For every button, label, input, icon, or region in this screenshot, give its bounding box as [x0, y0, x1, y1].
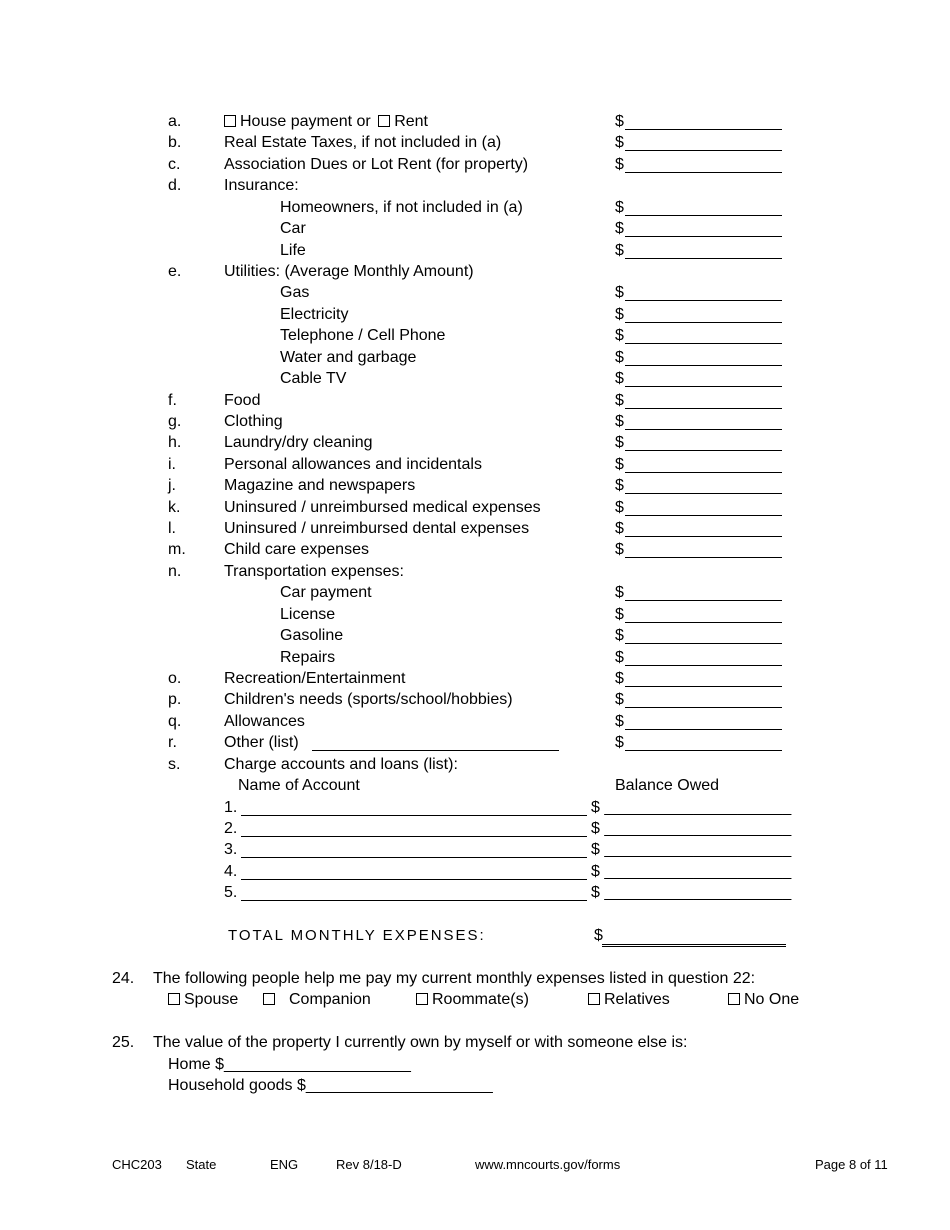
- amount-field-b[interactable]: [625, 135, 782, 151]
- option-label: No One: [744, 991, 800, 1008]
- item-label: Charge accounts and loans (list):: [224, 756, 458, 773]
- dollar-sign: $: [615, 584, 624, 601]
- item-label: Uninsured / unreimbursed dental expenses: [224, 520, 530, 537]
- account-balance-field[interactable]: $ _____________________: [591, 884, 792, 901]
- expense-row-k: [0, 497, 950, 518]
- footer-state: State: [186, 1157, 217, 1172]
- amount-field-gasoline[interactable]: [625, 628, 782, 644]
- account-name-field[interactable]: [241, 800, 587, 816]
- item-letter: k.: [168, 499, 181, 516]
- item-letter: g.: [168, 413, 182, 430]
- dollar-sign: $: [615, 306, 624, 323]
- item-letter: s.: [168, 756, 181, 773]
- item-label: Car payment: [280, 584, 372, 601]
- item-label: Uninsured / unreimbursed medical expenses: [224, 499, 541, 516]
- account-row: [0, 839, 950, 860]
- account-number: 3.: [224, 841, 238, 858]
- expense-subrow: [0, 240, 950, 261]
- amount-field-m[interactable]: [625, 542, 782, 558]
- dollar-sign: $: [615, 477, 624, 494]
- account-balance-field[interactable]: $ _____________________: [591, 799, 792, 816]
- account-row: [0, 797, 950, 818]
- dollar-sign: $: [615, 520, 624, 537]
- dollar-sign: $: [615, 327, 624, 344]
- expense-row-a: [0, 111, 950, 132]
- dollar-sign: $: [615, 284, 624, 301]
- amount-field-electricity[interactable]: [625, 307, 782, 323]
- dollar-sign: $: [615, 606, 624, 623]
- amount-field-telephone[interactable]: [625, 328, 782, 344]
- home-value-field[interactable]: Home $_____________________: [168, 1056, 411, 1073]
- item-letter: i.: [168, 456, 176, 473]
- dollar-sign: $: [615, 242, 624, 259]
- item-label: Transportation expenses:: [224, 563, 404, 580]
- question-24: [0, 968, 950, 989]
- total-row: [0, 925, 950, 946]
- amount-field-c[interactable]: [625, 157, 782, 173]
- footer-page-number: Page 8 of 11: [815, 1157, 888, 1172]
- dollar-sign: $: [615, 649, 624, 666]
- item-letter: m.: [168, 541, 186, 558]
- dollar-sign: $: [615, 691, 624, 708]
- amount-field-life-insurance[interactable]: [625, 243, 782, 259]
- item-label: Allowances: [224, 713, 305, 730]
- expense-subrow: [0, 282, 950, 303]
- dollar-sign: $: [615, 541, 624, 558]
- dollar-sign: $: [615, 670, 624, 687]
- amount-field-water[interactable]: [625, 350, 782, 366]
- expense-subrow: [0, 325, 950, 346]
- account-number: 1.: [224, 799, 238, 816]
- total-amount-field[interactable]: [602, 928, 786, 947]
- name-of-account-header: Name of Account: [238, 777, 360, 794]
- question-25: [0, 1032, 950, 1053]
- dollar-sign: $: [615, 370, 624, 387]
- expense-row-s: [0, 754, 950, 775]
- option-roommates[interactable]: [416, 989, 529, 1010]
- item-letter: j.: [168, 477, 176, 494]
- item-letter: l.: [168, 520, 176, 537]
- expense-subrow: [0, 218, 950, 239]
- house-payment-checkbox[interactable]: [224, 115, 236, 127]
- option-label: Roommate(s): [432, 991, 529, 1008]
- item-label: Gasoline: [280, 627, 344, 644]
- no-one-checkbox[interactable]: [728, 993, 740, 1005]
- amount-field-l[interactable]: [625, 521, 782, 537]
- account-name-field[interactable]: [241, 821, 587, 837]
- option-no-one[interactable]: [728, 989, 799, 1010]
- home-value-row: [0, 1054, 950, 1075]
- question-number: 25.: [112, 1034, 135, 1051]
- item-label: License: [280, 606, 336, 623]
- item-label: Utilities: (Average Monthly Amount): [224, 263, 474, 280]
- account-name-field[interactable]: [241, 842, 587, 858]
- footer-revision: Rev 8/18-D: [336, 1157, 402, 1172]
- amount-field-o[interactable]: [625, 671, 782, 687]
- expense-subrow: [0, 604, 950, 625]
- amount-field-a[interactable]: [625, 114, 782, 130]
- expense-row-p: [0, 689, 950, 710]
- item-label: Personal allowances and incidentals: [224, 456, 482, 473]
- item-label: Insurance:: [224, 177, 299, 194]
- item-label: Electricity: [280, 306, 349, 323]
- expense-subrow: [0, 304, 950, 325]
- expense-row-r: [0, 732, 950, 753]
- item-label: Car: [280, 220, 306, 237]
- item-letter: o.: [168, 670, 182, 687]
- balance-owed-header: Balance Owed: [615, 777, 720, 794]
- expense-row-c: [0, 154, 950, 175]
- item-letter: c.: [168, 156, 181, 173]
- account-row: [0, 818, 950, 839]
- expense-row-e: [0, 261, 950, 282]
- item-label: Association Dues or Lot Rent (for property): [224, 156, 529, 173]
- item-label: Real Estate Taxes, if not included in (a): [224, 134, 502, 151]
- amount-field-j[interactable]: [625, 478, 782, 494]
- item-label: Child care expenses: [224, 541, 369, 558]
- item-letter: p.: [168, 691, 182, 708]
- total-monthly-expenses-label: TOTAL MONTHLY EXPENSES:: [228, 927, 486, 944]
- dollar-sign: $: [615, 199, 624, 216]
- amount-field-cable[interactable]: [625, 371, 782, 387]
- companion-checkbox[interactable]: [263, 993, 275, 1005]
- amount-field-k[interactable]: [625, 500, 782, 516]
- account-row: [0, 882, 950, 903]
- amount-field-r[interactable]: [625, 735, 782, 751]
- account-balance-field[interactable]: $ _____________________: [591, 820, 792, 837]
- option-label: Spouse: [184, 991, 239, 1008]
- dollar-sign: $: [615, 434, 624, 451]
- expense-row-i: [0, 454, 950, 475]
- amount-field-car-payment[interactable]: [625, 585, 782, 601]
- item-letter: e.: [168, 263, 182, 280]
- amount-field-i[interactable]: [625, 457, 782, 473]
- expense-subrow: [0, 368, 950, 389]
- expense-row-j: [0, 475, 950, 496]
- dollar-sign: $: [615, 349, 624, 366]
- footer-language: ENG: [270, 1157, 299, 1172]
- item-letter: h.: [168, 434, 182, 451]
- item-label: Recreation/Entertainment: [224, 670, 406, 687]
- expense-row-m: [0, 539, 950, 560]
- option-companion[interactable]: [263, 989, 371, 1010]
- expense-subrow: [0, 647, 950, 668]
- expense-row-b: [0, 132, 950, 153]
- account-balance-field[interactable]: $ _____________________: [591, 841, 792, 858]
- dollar-sign: $: [594, 927, 603, 944]
- household-goods-row: [0, 1075, 950, 1096]
- dollar-sign: $: [615, 734, 624, 751]
- rent-checkbox[interactable]: [378, 115, 390, 127]
- item-label: Laundry/dry cleaning: [224, 434, 373, 451]
- expense-row-n: [0, 561, 950, 582]
- question-text: The value of the property I currently own by myself or with someone else is:: [153, 1034, 688, 1051]
- dollar-sign: $: [615, 134, 624, 151]
- dollar-sign: $: [615, 456, 624, 473]
- option-label: Companion: [289, 991, 371, 1008]
- expense-subrow: [0, 347, 950, 368]
- dollar-sign: $: [615, 413, 624, 430]
- item-label: Children's needs (sports/school/hobbies): [224, 691, 513, 708]
- house-payment-label: House payment or: [240, 113, 371, 130]
- expense-subrow: [0, 197, 950, 218]
- expense-row-h: [0, 432, 950, 453]
- expense-row-f: [0, 390, 950, 411]
- dollar-sign: $: [615, 220, 624, 237]
- amount-field-q[interactable]: [625, 714, 782, 730]
- amount-field-license[interactable]: [625, 607, 782, 623]
- expense-row-l: [0, 518, 950, 539]
- amount-field-homeowners[interactable]: [625, 200, 782, 216]
- amount-field-gas[interactable]: [625, 285, 782, 301]
- item-label: Other (list): [224, 734, 299, 751]
- question-number: 24.: [112, 970, 135, 987]
- expense-row-d: [0, 175, 950, 196]
- account-name-field[interactable]: [241, 885, 587, 901]
- amount-field-f[interactable]: [625, 393, 782, 409]
- item-letter: q.: [168, 713, 182, 730]
- option-spouse[interactable]: [168, 989, 238, 1010]
- expense-row-o: [0, 668, 950, 689]
- spouse-checkbox[interactable]: [168, 993, 180, 1005]
- item-letter: a.: [168, 113, 182, 130]
- rent-label: Rent: [394, 113, 428, 130]
- option-label: Relatives: [604, 991, 670, 1008]
- relatives-checkbox[interactable]: [588, 993, 600, 1005]
- amount-field-h[interactable]: [625, 435, 782, 451]
- item-letter: n.: [168, 563, 182, 580]
- expense-row-q: [0, 711, 950, 732]
- item-label: Repairs: [280, 649, 336, 666]
- amount-field-g[interactable]: [625, 414, 782, 430]
- item-label: Telephone / Cell Phone: [280, 327, 446, 344]
- roommates-checkbox[interactable]: [416, 993, 428, 1005]
- dollar-sign: $: [615, 499, 624, 516]
- account-row: [0, 861, 950, 882]
- item-label: Gas: [280, 284, 310, 301]
- expense-subrow: [0, 582, 950, 603]
- expense-subrow: [0, 625, 950, 646]
- option-relatives[interactable]: [588, 989, 670, 1010]
- question-text: The following people help me pay my current monthly expenses listed in question 22:: [153, 970, 756, 987]
- item-letter: r.: [168, 734, 177, 751]
- other-description-field[interactable]: [312, 735, 559, 751]
- amount-field-car-insurance[interactable]: [625, 221, 782, 237]
- dollar-sign: $: [615, 713, 624, 730]
- account-number: 2.: [224, 820, 238, 837]
- footer-form-code: CHC203: [112, 1157, 162, 1172]
- helper-options: [0, 989, 950, 1010]
- accounts-header: [0, 775, 950, 796]
- item-label: Homeowners, if not included in (a): [280, 199, 523, 216]
- dollar-sign: $: [615, 392, 624, 409]
- item-letter: d.: [168, 177, 182, 194]
- item-label: Food: [224, 392, 261, 409]
- item-letter: f.: [168, 392, 177, 409]
- amount-field-repairs[interactable]: [625, 650, 782, 666]
- account-balance-field[interactable]: $ _____________________: [591, 863, 792, 880]
- footer-url[interactable]: www.mncourts.gov/forms: [475, 1157, 621, 1172]
- item-label: Magazine and newspapers: [224, 477, 416, 494]
- item-label: Cable TV: [280, 370, 347, 387]
- household-goods-field[interactable]: Household goods $_____________________: [168, 1077, 493, 1094]
- item-label: Clothing: [224, 413, 283, 430]
- account-name-field[interactable]: [241, 864, 587, 880]
- dollar-sign: $: [615, 156, 624, 173]
- item-label: Water and garbage: [280, 349, 417, 366]
- item-label: Life: [280, 242, 306, 259]
- dollar-sign: $: [615, 627, 624, 644]
- dollar-sign: $: [615, 113, 624, 130]
- account-number: 5.: [224, 884, 238, 901]
- account-number: 4.: [224, 863, 238, 880]
- item-letter: b.: [168, 134, 182, 151]
- amount-field-p[interactable]: [625, 692, 782, 708]
- expense-row-g: [0, 411, 950, 432]
